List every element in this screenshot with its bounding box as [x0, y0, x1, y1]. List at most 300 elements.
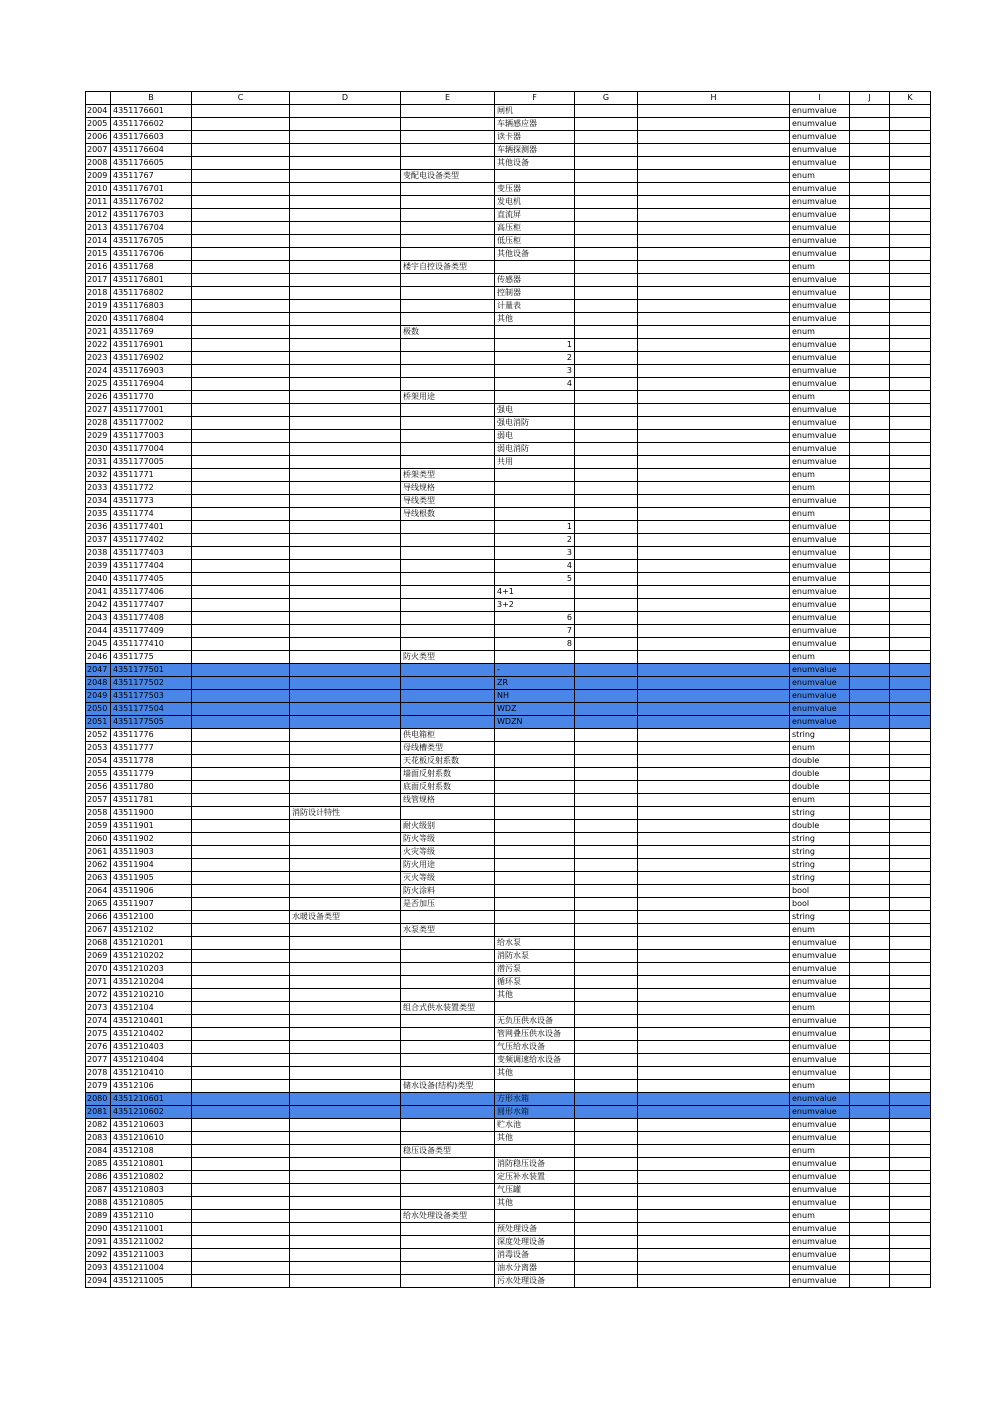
cell-j[interactable]: [850, 274, 890, 287]
cell-i[interactable]: enumvalue: [790, 157, 850, 170]
cell-f[interactable]: 强电消防: [495, 417, 575, 430]
cell-d[interactable]: [290, 131, 401, 144]
cell-j[interactable]: [850, 1028, 890, 1041]
cell-e[interactable]: [401, 274, 495, 287]
cell-g[interactable]: [575, 196, 638, 209]
cell-i[interactable]: bool: [790, 898, 850, 911]
cell-b[interactable]: 43511776: [111, 729, 192, 742]
cell-b[interactable]: 43511905: [111, 872, 192, 885]
cell-g[interactable]: [575, 859, 638, 872]
cell-e[interactable]: 楼宇自控设备类型: [401, 261, 495, 274]
cell-f[interactable]: [495, 911, 575, 924]
col-i-header[interactable]: I: [790, 92, 850, 105]
row-number[interactable]: 2073: [86, 1002, 111, 1015]
cell-b[interactable]: 4351211003: [111, 1249, 192, 1262]
cell-h[interactable]: [638, 1184, 790, 1197]
cell-h[interactable]: [638, 157, 790, 170]
cell-c[interactable]: [192, 703, 290, 716]
row-number[interactable]: 2012: [86, 209, 111, 222]
cell-d[interactable]: [290, 859, 401, 872]
row-number[interactable]: 2018: [86, 287, 111, 300]
cell-c[interactable]: [192, 573, 290, 586]
cell-b[interactable]: 43511771: [111, 469, 192, 482]
cell-f[interactable]: [495, 820, 575, 833]
row-number[interactable]: 2038: [86, 547, 111, 560]
cell-k[interactable]: [890, 612, 931, 625]
cell-j[interactable]: [850, 1106, 890, 1119]
cell-h[interactable]: [638, 573, 790, 586]
cell-e[interactable]: 给水处理设备类型: [401, 1210, 495, 1223]
cell-f[interactable]: [495, 833, 575, 846]
cell-i[interactable]: enumvalue: [790, 1067, 850, 1080]
cell-h[interactable]: [638, 1171, 790, 1184]
cell-i[interactable]: enumvalue: [790, 313, 850, 326]
row-number[interactable]: 2057: [86, 794, 111, 807]
cell-g[interactable]: [575, 235, 638, 248]
cell-i[interactable]: enumvalue: [790, 599, 850, 612]
cell-f[interactable]: 圆形水箱: [495, 1106, 575, 1119]
cell-i[interactable]: enumvalue: [790, 534, 850, 547]
cell-d[interactable]: [290, 157, 401, 170]
cell-d[interactable]: [290, 1184, 401, 1197]
cell-g[interactable]: [575, 1002, 638, 1015]
cell-c[interactable]: [192, 196, 290, 209]
cell-h[interactable]: [638, 1249, 790, 1262]
cell-e[interactable]: 组合式供水装置类型: [401, 1002, 495, 1015]
row-number[interactable]: 2070: [86, 963, 111, 976]
row-number[interactable]: 2066: [86, 911, 111, 924]
cell-k[interactable]: [890, 1093, 931, 1106]
cell-c[interactable]: [192, 1002, 290, 1015]
cell-j[interactable]: [850, 716, 890, 729]
cell-e[interactable]: [401, 911, 495, 924]
cell-g[interactable]: [575, 638, 638, 651]
cell-c[interactable]: [192, 755, 290, 768]
cell-g[interactable]: [575, 469, 638, 482]
cell-f[interactable]: [495, 508, 575, 521]
cell-j[interactable]: [850, 495, 890, 508]
cell-j[interactable]: [850, 1041, 890, 1054]
cell-d[interactable]: [290, 352, 401, 365]
cell-h[interactable]: [638, 872, 790, 885]
row-number[interactable]: 2017: [86, 274, 111, 287]
cell-h[interactable]: [638, 820, 790, 833]
row-number[interactable]: 2006: [86, 131, 111, 144]
cell-c[interactable]: [192, 625, 290, 638]
cell-c[interactable]: [192, 547, 290, 560]
cell-b[interactable]: 4351210204: [111, 976, 192, 989]
row-number[interactable]: 2007: [86, 144, 111, 157]
cell-b[interactable]: 43511903: [111, 846, 192, 859]
cell-k[interactable]: [890, 144, 931, 157]
row-number[interactable]: 2022: [86, 339, 111, 352]
cell-c[interactable]: [192, 924, 290, 937]
cell-h[interactable]: [638, 1236, 790, 1249]
cell-e[interactable]: [401, 1275, 495, 1288]
cell-f[interactable]: [495, 859, 575, 872]
cell-c[interactable]: [192, 1262, 290, 1275]
cell-j[interactable]: [850, 1015, 890, 1028]
cell-g[interactable]: [575, 378, 638, 391]
cell-f[interactable]: 其他设备: [495, 157, 575, 170]
row-number[interactable]: 2055: [86, 768, 111, 781]
cell-k[interactable]: [890, 586, 931, 599]
cell-j[interactable]: [850, 833, 890, 846]
cell-f[interactable]: [495, 1080, 575, 1093]
cell-i[interactable]: enumvalue: [790, 378, 850, 391]
cell-i[interactable]: enumvalue: [790, 365, 850, 378]
cell-g[interactable]: [575, 1197, 638, 1210]
cell-g[interactable]: [575, 729, 638, 742]
cell-d[interactable]: [290, 547, 401, 560]
cell-b[interactable]: 4351210610: [111, 1132, 192, 1145]
cell-j[interactable]: [850, 248, 890, 261]
cell-k[interactable]: [890, 677, 931, 690]
cell-k[interactable]: [890, 846, 931, 859]
cell-d[interactable]: [290, 235, 401, 248]
cell-d[interactable]: [290, 1197, 401, 1210]
cell-h[interactable]: [638, 1067, 790, 1080]
cell-i[interactable]: enumvalue: [790, 1262, 850, 1275]
cell-j[interactable]: [850, 482, 890, 495]
cell-g[interactable]: [575, 131, 638, 144]
cell-g[interactable]: [575, 157, 638, 170]
cell-e[interactable]: [401, 1015, 495, 1028]
cell-g[interactable]: [575, 209, 638, 222]
cell-b[interactable]: 4351210603: [111, 1119, 192, 1132]
cell-h[interactable]: [638, 716, 790, 729]
cell-b[interactable]: 43511773: [111, 495, 192, 508]
cell-j[interactable]: [850, 131, 890, 144]
cell-e[interactable]: [401, 950, 495, 963]
cell-d[interactable]: 水暖设备类型: [290, 911, 401, 924]
row-number[interactable]: 2084: [86, 1145, 111, 1158]
cell-g[interactable]: [575, 872, 638, 885]
cell-d[interactable]: [290, 1223, 401, 1236]
cell-d[interactable]: [290, 222, 401, 235]
cell-i[interactable]: enumvalue: [790, 586, 850, 599]
cell-e[interactable]: [401, 690, 495, 703]
cell-g[interactable]: [575, 703, 638, 716]
cell-j[interactable]: [850, 1236, 890, 1249]
cell-c[interactable]: [192, 1249, 290, 1262]
cell-b[interactable]: 4351210601: [111, 1093, 192, 1106]
cell-f[interactable]: 预处理设备: [495, 1223, 575, 1236]
cell-j[interactable]: [850, 391, 890, 404]
cell-f[interactable]: [495, 261, 575, 274]
cell-e[interactable]: [401, 703, 495, 716]
cell-f[interactable]: 贮水池: [495, 1119, 575, 1132]
cell-f[interactable]: 其他: [495, 313, 575, 326]
cell-e[interactable]: [401, 430, 495, 443]
cell-h[interactable]: [638, 937, 790, 950]
cell-e[interactable]: [401, 157, 495, 170]
cell-b[interactable]: 4351210210: [111, 989, 192, 1002]
cell-b[interactable]: 43512102: [111, 924, 192, 937]
cell-b[interactable]: 4351177502: [111, 677, 192, 690]
cell-c[interactable]: [192, 586, 290, 599]
cell-d[interactable]: [290, 651, 401, 664]
cell-j[interactable]: [850, 1249, 890, 1262]
cell-d[interactable]: [290, 1132, 401, 1145]
cell-i[interactable]: enum: [790, 794, 850, 807]
cell-k[interactable]: [890, 820, 931, 833]
cell-e[interactable]: [401, 1028, 495, 1041]
cell-f[interactable]: 5: [495, 573, 575, 586]
cell-d[interactable]: [290, 781, 401, 794]
cell-f[interactable]: 变压器: [495, 183, 575, 196]
cell-g[interactable]: [575, 664, 638, 677]
cell-g[interactable]: [575, 1106, 638, 1119]
cell-d[interactable]: [290, 170, 401, 183]
cell-b[interactable]: 4351177401: [111, 521, 192, 534]
row-number[interactable]: 2090: [86, 1223, 111, 1236]
cell-d[interactable]: [290, 443, 401, 456]
cell-d[interactable]: [290, 365, 401, 378]
cell-f[interactable]: 7: [495, 625, 575, 638]
cell-g[interactable]: [575, 950, 638, 963]
cell-e[interactable]: [401, 313, 495, 326]
cell-i[interactable]: string: [790, 729, 850, 742]
cell-i[interactable]: enumvalue: [790, 716, 850, 729]
cell-g[interactable]: [575, 495, 638, 508]
cell-h[interactable]: [638, 391, 790, 404]
cell-f[interactable]: 2: [495, 534, 575, 547]
cell-g[interactable]: [575, 261, 638, 274]
cell-i[interactable]: string: [790, 807, 850, 820]
cell-j[interactable]: [850, 781, 890, 794]
cell-c[interactable]: [192, 768, 290, 781]
cell-e[interactable]: 线管规格: [401, 794, 495, 807]
cell-b[interactable]: 43511781: [111, 794, 192, 807]
cell-c[interactable]: [192, 118, 290, 131]
cell-c[interactable]: [192, 404, 290, 417]
cell-c[interactable]: [192, 794, 290, 807]
cell-j[interactable]: [850, 976, 890, 989]
cell-k[interactable]: [890, 300, 931, 313]
cell-b[interactable]: 4351176605: [111, 157, 192, 170]
cell-i[interactable]: enumvalue: [790, 547, 850, 560]
cell-j[interactable]: [850, 144, 890, 157]
cell-c[interactable]: [192, 430, 290, 443]
cell-k[interactable]: [890, 1119, 931, 1132]
cell-j[interactable]: [850, 534, 890, 547]
cell-g[interactable]: [575, 677, 638, 690]
cell-b[interactable]: 4351177003: [111, 430, 192, 443]
cell-b[interactable]: 4351176801: [111, 274, 192, 287]
cell-d[interactable]: [290, 950, 401, 963]
cell-j[interactable]: [850, 560, 890, 573]
cell-f[interactable]: [495, 898, 575, 911]
cell-h[interactable]: [638, 1145, 790, 1158]
row-number[interactable]: 2082: [86, 1119, 111, 1132]
cell-h[interactable]: [638, 976, 790, 989]
cell-e[interactable]: [401, 1132, 495, 1145]
cell-c[interactable]: [192, 664, 290, 677]
cell-e[interactable]: [401, 1197, 495, 1210]
cell-c[interactable]: [192, 1119, 290, 1132]
row-number[interactable]: 2015: [86, 248, 111, 261]
cell-h[interactable]: [638, 508, 790, 521]
row-number[interactable]: 2085: [86, 1158, 111, 1171]
cell-i[interactable]: enum: [790, 261, 850, 274]
cell-j[interactable]: [850, 235, 890, 248]
cell-c[interactable]: [192, 456, 290, 469]
cell-f[interactable]: 弱电消防: [495, 443, 575, 456]
row-number[interactable]: 2050: [86, 703, 111, 716]
col-j-header[interactable]: J: [850, 92, 890, 105]
cell-d[interactable]: [290, 924, 401, 937]
cell-i[interactable]: enumvalue: [790, 287, 850, 300]
cell-i[interactable]: enumvalue: [790, 430, 850, 443]
cell-b[interactable]: 43511767: [111, 170, 192, 183]
cell-k[interactable]: [890, 716, 931, 729]
cell-b[interactable]: 4351210801: [111, 1158, 192, 1171]
cell-b[interactable]: 4351177402: [111, 534, 192, 547]
cell-h[interactable]: [638, 196, 790, 209]
cell-h[interactable]: [638, 1041, 790, 1054]
cell-d[interactable]: [290, 898, 401, 911]
cell-g[interactable]: [575, 430, 638, 443]
cell-f[interactable]: 污水处理设备: [495, 1275, 575, 1288]
cell-j[interactable]: [850, 105, 890, 118]
row-number[interactable]: 2010: [86, 183, 111, 196]
cell-k[interactable]: [890, 755, 931, 768]
cell-h[interactable]: [638, 1210, 790, 1223]
cell-g[interactable]: [575, 508, 638, 521]
cell-e[interactable]: 水泵类型: [401, 924, 495, 937]
cell-e[interactable]: [401, 183, 495, 196]
cell-k[interactable]: [890, 183, 931, 196]
cell-e[interactable]: 变配电设备类型: [401, 170, 495, 183]
cell-h[interactable]: [638, 1015, 790, 1028]
cell-k[interactable]: [890, 794, 931, 807]
row-number[interactable]: 2091: [86, 1236, 111, 1249]
cell-h[interactable]: [638, 222, 790, 235]
cell-d[interactable]: [290, 755, 401, 768]
cell-g[interactable]: [575, 924, 638, 937]
cell-f[interactable]: 其他: [495, 1067, 575, 1080]
cell-k[interactable]: [890, 573, 931, 586]
cell-g[interactable]: [575, 1171, 638, 1184]
cell-e[interactable]: 天花板反射系数: [401, 755, 495, 768]
row-number[interactable]: 2075: [86, 1028, 111, 1041]
cell-b[interactable]: 4351176703: [111, 209, 192, 222]
cell-b[interactable]: 4351176603: [111, 131, 192, 144]
cell-f[interactable]: 3: [495, 365, 575, 378]
cell-g[interactable]: [575, 365, 638, 378]
cell-i[interactable]: string: [790, 859, 850, 872]
cell-g[interactable]: [575, 352, 638, 365]
cell-b[interactable]: 4351176704: [111, 222, 192, 235]
cell-d[interactable]: [290, 378, 401, 391]
cell-d[interactable]: [290, 404, 401, 417]
cell-f[interactable]: -: [495, 664, 575, 677]
cell-k[interactable]: [890, 651, 931, 664]
cell-k[interactable]: [890, 1236, 931, 1249]
cell-i[interactable]: enumvalue: [790, 1236, 850, 1249]
cell-h[interactable]: [638, 963, 790, 976]
cell-j[interactable]: [850, 1158, 890, 1171]
row-number[interactable]: 2086: [86, 1171, 111, 1184]
row-number[interactable]: 2030: [86, 443, 111, 456]
cell-j[interactable]: [850, 1067, 890, 1080]
cell-e[interactable]: [401, 976, 495, 989]
cell-i[interactable]: enumvalue: [790, 105, 850, 118]
cell-g[interactable]: [575, 612, 638, 625]
row-number[interactable]: 2071: [86, 976, 111, 989]
cell-d[interactable]: [290, 1015, 401, 1028]
cell-d[interactable]: [290, 1158, 401, 1171]
cell-h[interactable]: [638, 235, 790, 248]
col-e-header[interactable]: E: [401, 92, 495, 105]
cell-j[interactable]: [850, 664, 890, 677]
cell-d[interactable]: [290, 1262, 401, 1275]
cell-c[interactable]: [192, 1041, 290, 1054]
cell-k[interactable]: [890, 963, 931, 976]
cell-b[interactable]: 4351176706: [111, 248, 192, 261]
cell-k[interactable]: [890, 1132, 931, 1145]
cell-j[interactable]: [850, 521, 890, 534]
cell-j[interactable]: [850, 599, 890, 612]
cell-g[interactable]: [575, 937, 638, 950]
cell-j[interactable]: [850, 469, 890, 482]
cell-i[interactable]: enumvalue: [790, 235, 850, 248]
cell-i[interactable]: enum: [790, 1002, 850, 1015]
cell-k[interactable]: [890, 1275, 931, 1288]
row-number[interactable]: 2049: [86, 690, 111, 703]
cell-g[interactable]: [575, 456, 638, 469]
cell-i[interactable]: enumvalue: [790, 1132, 850, 1145]
cell-c[interactable]: [192, 1106, 290, 1119]
cell-i[interactable]: double: [790, 820, 850, 833]
cell-e[interactable]: 极数: [401, 326, 495, 339]
cell-e[interactable]: [401, 1184, 495, 1197]
cell-k[interactable]: [890, 937, 931, 950]
cell-f[interactable]: 气压给水设备: [495, 1041, 575, 1054]
cell-k[interactable]: [890, 521, 931, 534]
cell-c[interactable]: [192, 1171, 290, 1184]
cell-d[interactable]: 消防设计特性: [290, 807, 401, 820]
cell-c[interactable]: [192, 872, 290, 885]
cell-j[interactable]: [850, 768, 890, 781]
row-number[interactable]: 2027: [86, 404, 111, 417]
cell-c[interactable]: [192, 963, 290, 976]
cell-d[interactable]: [290, 664, 401, 677]
cell-c[interactable]: [192, 105, 290, 118]
cell-g[interactable]: [575, 898, 638, 911]
cell-g[interactable]: [575, 482, 638, 495]
cell-c[interactable]: [192, 1080, 290, 1093]
cell-b[interactable]: 4351177409: [111, 625, 192, 638]
cell-f[interactable]: [495, 755, 575, 768]
cell-b[interactable]: 43511900: [111, 807, 192, 820]
cell-h[interactable]: [638, 469, 790, 482]
cell-d[interactable]: [290, 612, 401, 625]
cell-k[interactable]: [890, 807, 931, 820]
cell-c[interactable]: [192, 1015, 290, 1028]
cell-i[interactable]: enumvalue: [790, 690, 850, 703]
cell-c[interactable]: [192, 495, 290, 508]
cell-k[interactable]: [890, 157, 931, 170]
cell-i[interactable]: enumvalue: [790, 222, 850, 235]
cell-e[interactable]: [401, 612, 495, 625]
cell-j[interactable]: [850, 196, 890, 209]
row-number[interactable]: 2019: [86, 300, 111, 313]
cell-k[interactable]: [890, 742, 931, 755]
cell-h[interactable]: [638, 586, 790, 599]
row-number[interactable]: 2079: [86, 1080, 111, 1093]
